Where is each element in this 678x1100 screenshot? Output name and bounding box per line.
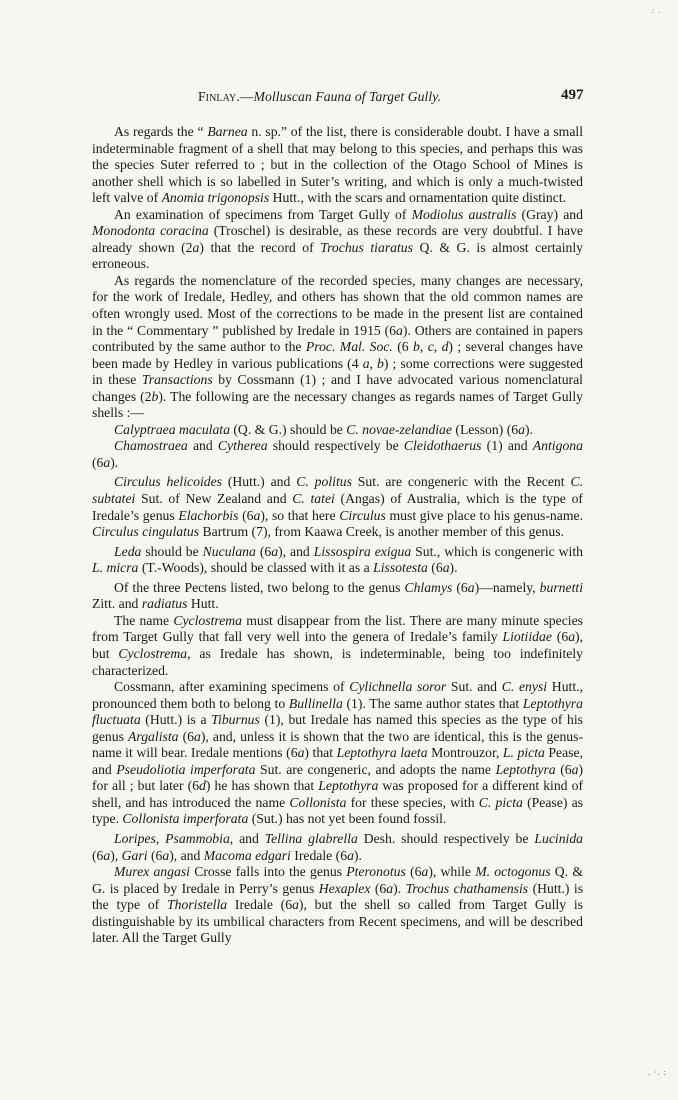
header-dash: .—	[236, 89, 254, 104]
paragraph: As regards the “ Barnea n. sp.” of the list, there is considerable doubt. I have a small indeterminable fragment of a shell that may belong to this species, and perhaps this was the species Suter referred to ; but in the collection of the Otago School of Mines is another shell which is so labelled in Suter’s writing, and which is only a much-twisted left valve of Anomia trigonopsis Hutt., with the scars and ornamentation quite distinct.	[92, 124, 583, 206]
paragraph: Loripes, Psammobia, and Tellina glabrella Desh. should respectively be Lucinida (6a), Gari (6a), and Macoma edgari Iredale (6a).	[92, 830, 584, 863]
header-author: Finlay	[198, 89, 237, 104]
paragraph: The name Cyclostrema must disappear from the list. There are many minute species from Target Gully that fall very well into the genera of Iredale’s family Liotiidae (6a), but Cyclostrema, as Iredale has shown, is indeterminable, being too indefinitely characterized.	[92, 612, 584, 678]
paragraph: Cossmann, after examining specimens of Cylichnella soror Sut. and C. enysi Hutt., pronounced them both to belong to Bullinella (1). The same author states that Leptothyra fluctuata (Hutt.) is a Tiburnus (1), but Iredale has named this species as the type of his genus Argalista (6a), and, unless it is shown that the two are identical, this is the genus-name it will bear. Iredale mentions (6a) that Leptothyra laeta Montrouzor, L. picta Pease, and Pseudoliotia imperforata Sut. are congeneric, and adopts the name Leptothyra (6a) for all ; but later (6d) he has shown that Leptothyra was proposed for a different kind of shell, and has introduced the name Collonista for these species, with C. picta (Pease) as type. Collonista imperforata (Sut.) has not yet been found fossil.	[92, 679, 584, 827]
paragraph: Chamostraea and Cytherea should respectively be Cleidothaerus (1) and Antigona (6a).	[92, 438, 583, 470]
paragraph: An examination of specimens from Target Gully of Modiolus australis (Gray) and Monodonta coracina (Troschel) is desirable, as these records are very doubtful. I have already shown (2a) that the record of Trochus tiaratus Q. & G. is almost certainly erroneous.	[92, 206, 583, 272]
paragraph: Murex angasi Crosse falls into the genus Pteronotus (6a), while M. octogonus Q. & G. is placed by Iredale in Perry’s genus Hexaplex (6a). Trochus chathamensis (Hutt.) is the type of Thoristella Iredale (6a), but the shell so called from Target Gully is distinguishable by its umbilical characters from Recent specimens, and will be described later. All the Target Gully	[92, 864, 584, 946]
body-text	[92, 124, 583, 947]
paragraph: Calyptraea maculata (Q. & G.) should be C. novae-zelandiae (Lesson) (6a).	[114, 421, 533, 437]
header-subtitle: Molluscan Fauna of Target Gully.	[253, 89, 442, 104]
paragraph: Leda should be Nuculana (6a), and Lissospira exigua Sut., which is congeneric with L. micra (T.-Woods), should be classed with it as a Lissotesta (6a).	[92, 543, 583, 576]
scan-speck: . ·. :	[648, 1068, 667, 1077]
scan-speck: : .	[652, 6, 662, 15]
paragraph: As regards the nomenclature of the recorded species, many changes are necessary, for the work of Iredale, Hedley, and others has shown that the old common names are often wrongly used. Most of the corrections to be made in the present list are contained in the “ Commentary ” published by Iredale in 1915 (6a). Others are contained in papers contributed by the same author to the Proc. Mal. Soc. (6 b, c, d) ; several changes have been made by Hedley in various publications (4 a, b) ; some corrections were suggested in these Transactions by Cossmann (1) ; and I have advocated various nomenclatural changes (2b). The following are the necessary changes as regards names of Target Gully shells :—	[92, 272, 583, 421]
header-title	[198, 89, 441, 105]
running-header	[0, 89, 678, 111]
page-number: 497	[561, 87, 584, 103]
paragraph: Circulus helicoides (Hutt.) and C. politus Sut. are congeneric with the Recent C. subtatei Sut. of New Zealand and C. tatei (Angas) of Australia, which is the type of Iredale’s genus Elachorbis (6a), so that here Circulus must give place to his genus-name. Circulus cingulatus Bartrum (7), from Kaawa Creek, is another member of this genus.	[92, 474, 584, 540]
paragraph: Of the three Pectens listed, two belong to the genus Chlamys (6a)—namely, burnetti Zitt. and radiatus Hutt.	[92, 579, 583, 612]
